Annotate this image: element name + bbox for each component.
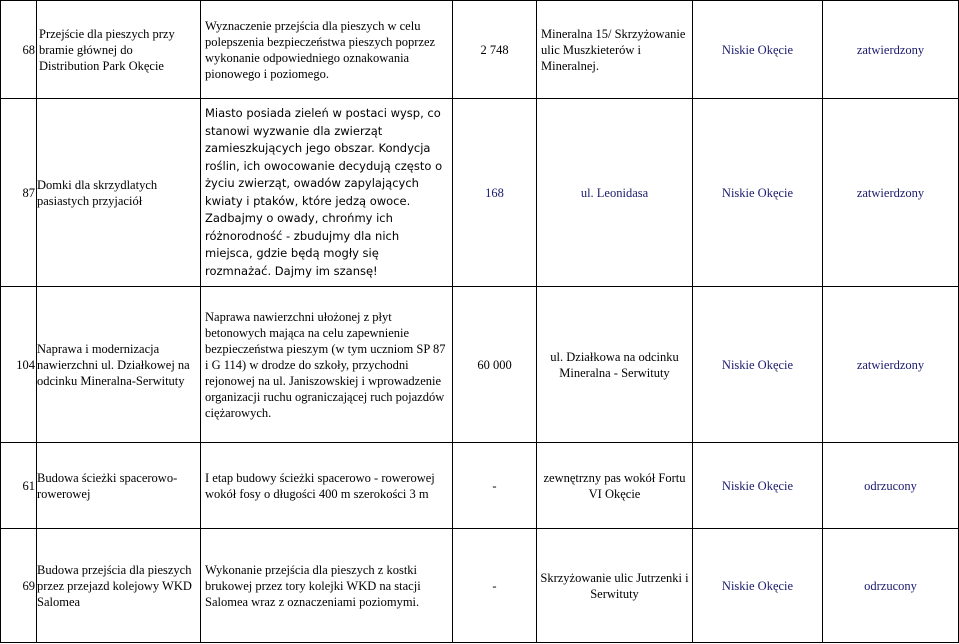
project-location: Mineralna 15/ Skrzyżowanie ulic Muszkieterów i Mineralnej. (537, 1, 693, 99)
project-status: odrzucony (823, 529, 959, 643)
table-row (1, 443, 959, 529)
project-cost: - (453, 529, 537, 643)
project-number: 68 (1, 1, 37, 99)
project-location: ul. Działkowa na odcinku Mineralna - Serwituty (537, 287, 693, 443)
project-description: Naprawa nawierzchni ułożonej z płyt betonowych mająca na celu zapewnienie bezpieczeństwa pieszym (w tym uczniom SP 87 i G 114) w drodze do szkoły, przychodni rejonowej na ul. Janiszowskiej i wprowadzenie organizacji ruchu ograniczającej ruch pojazdów ciężarowych. (201, 287, 453, 443)
project-district: Niskie Okęcie (693, 1, 823, 99)
project-name: Naprawa i modernizacja nawierzchni ul. Działkowej na odcinku Mineralna-Serwituty (37, 287, 201, 443)
project-status: zatwierdzony (823, 1, 959, 99)
project-cost: 168 (453, 99, 537, 287)
project-cost: 2 748 (453, 1, 537, 99)
project-number: 61 (1, 443, 37, 529)
project-description: Wyznaczenie przejścia dla pieszych w celu polepszenia bezpieczeństwa pieszych poprzez wykonanie odpowiedniego oznakowania pionowego i poziomego. (201, 1, 453, 99)
project-status: zatwierdzony (823, 287, 959, 443)
project-district: Niskie Okęcie (693, 529, 823, 643)
project-name: Domki dla skrzydlatych pasiastych przyjaciół (37, 99, 201, 287)
project-cost: 60 000 (453, 287, 537, 443)
project-location: Skrzyżowanie ulic Jutrzenki i Serwituty (537, 529, 693, 643)
project-location: ul. Leonidasa (537, 99, 693, 287)
table-row (1, 1, 959, 99)
project-name: Budowa ścieżki spacerowo-rowerowej (37, 443, 201, 529)
project-cost: - (453, 443, 537, 529)
project-number: 104 (1, 287, 37, 443)
project-name: Przejście dla pieszych przy bramie głównej do Distribution Park Okęcie (37, 1, 201, 99)
project-description: Wykonanie przejścia dla pieszych z kostki brukowej przez tory kolejki WKD na stacji Salomea wraz z oznaczeniami poziomymi. (201, 529, 453, 643)
project-number: 69 (1, 529, 37, 643)
project-name: Budowa przejścia dla pieszych przez przejazd kolejowy WKD Salomea (37, 529, 201, 643)
project-status: odrzucony (823, 443, 959, 529)
project-location: zewnętrzny pas wokół Fortu VI Okęcie (537, 443, 693, 529)
project-district: Niskie Okęcie (693, 443, 823, 529)
project-number: 87 (1, 99, 37, 287)
project-district: Niskie Okęcie (693, 287, 823, 443)
project-status: zatwierdzony (823, 99, 959, 287)
project-district: Niskie Okęcie (693, 99, 823, 287)
project-description: Miasto posiada zieleń w postaci wysp, co stanowi wyzwanie dla zwierząt zamieszkujących jego obszar. Kondycja roślin, ich owocowanie decydują często o życiu zwierząt, owadów zapylających kwiaty i ptaków, które jedzą owoce. Zadbajmy o owady, chrońmy ich różnorodność - zbudujmy dla nich miejsca, gdzie będą mogły się rozmnażać. Dajmy im szansę! (201, 99, 453, 287)
project-description: I etap budowy ścieżki spacerowo - rowerowej wokół fosy o długości 400 m szerokości 3 m (201, 443, 453, 529)
table-row (1, 287, 959, 443)
table-row (1, 529, 959, 643)
table-row (1, 99, 959, 287)
